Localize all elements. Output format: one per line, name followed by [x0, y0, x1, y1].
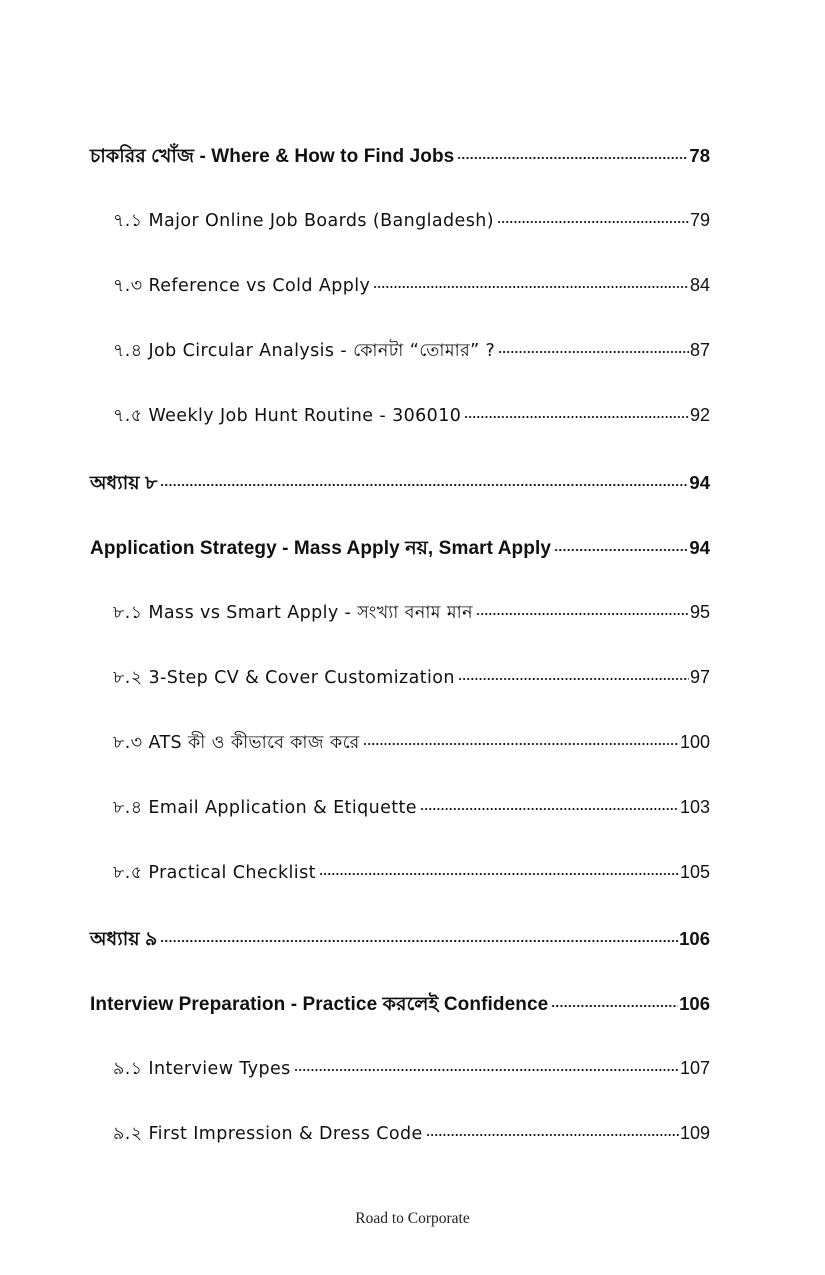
dot-leader: [418, 794, 679, 813]
dot-leader: [462, 402, 689, 421]
toc-entry-page: 105: [679, 861, 710, 882]
toc-entry-chapter[interactable]: [90, 142, 710, 172]
toc-entry-page: 100: [679, 731, 710, 752]
toc-entry-section[interactable]: [113, 664, 710, 694]
dot-leader: [158, 470, 688, 489]
toc-entry-page: 95: [689, 601, 710, 622]
toc-entry-page: 97: [689, 666, 710, 687]
toc-entry-page: 84: [689, 274, 710, 295]
toc-entry-title: ৯.২ First Impression & Dress Code: [113, 1123, 423, 1144]
dot-leader: [317, 859, 679, 878]
toc-entry-section[interactable]: [113, 1120, 710, 1150]
page-footer: Road to Corporate: [355, 1210, 470, 1227]
toc-entry-section[interactable]: [113, 859, 710, 889]
toc-entry-title: Interview Preparation - Practice করলেই Confidence: [90, 994, 549, 1015]
toc-entry-page: 79: [689, 209, 710, 230]
dot-leader: [474, 599, 689, 618]
toc-entry-section[interactable]: [113, 599, 710, 629]
dot-leader: [552, 535, 688, 554]
toc-entry-page: 107: [679, 1057, 710, 1078]
toc-entry-title: চাকরির খোঁজ - Where & How to Find Jobs: [90, 146, 455, 167]
toc-entry-title: ৭.১ Major Online Job Boards (Bangladesh): [113, 210, 494, 231]
toc-entry-title: ৯.১ Interview Types: [113, 1058, 291, 1079]
toc-entry-title: ৮.১ Mass vs Smart Apply - সংখ্যা বনাম মান: [113, 602, 473, 623]
toc-entry-page: 103: [679, 796, 710, 817]
toc-entry-chapter[interactable]: [90, 469, 710, 499]
toc-entry-title: অধ্যায় ৮: [90, 473, 158, 494]
dot-leader: [158, 926, 678, 945]
toc-entry-section[interactable]: [113, 402, 710, 432]
toc-entry-title: Application Strategy - Mass Apply নয়, Smart Apply: [90, 538, 551, 559]
dot-leader: [456, 664, 689, 683]
toc-entry-page: 106: [679, 928, 710, 949]
toc-entry-title: ৮.৪ Email Application & Etiquette: [113, 797, 417, 818]
dot-leader: [455, 143, 688, 162]
toc-entry-page: 109: [679, 1122, 710, 1143]
toc-entry-section[interactable]: [113, 272, 710, 302]
toc-entry-page: 94: [689, 472, 710, 493]
toc-entry-section[interactable]: [113, 794, 710, 824]
toc-entry-section[interactable]: [113, 337, 710, 367]
toc-entry-title: ৭.৫ Weekly Job Hunt Routine - 306010: [113, 405, 462, 426]
toc-entry-page: 94: [689, 537, 710, 558]
toc-entry-page: 78: [689, 145, 710, 166]
toc-entry-chapter[interactable]: [90, 990, 710, 1020]
dot-leader: [424, 1120, 679, 1139]
dot-leader: [549, 991, 678, 1010]
toc-entry-chapter[interactable]: [90, 534, 710, 564]
toc-entry-section[interactable]: [113, 1055, 710, 1085]
dot-leader: [361, 729, 679, 748]
toc-entry-title: ৮.৩ ATS কী ও কীভাবে কাজ করে: [113, 732, 360, 753]
toc-entry-title: ৭.৪ Job Circular Analysis - কোনটা “তোমার” ?: [113, 340, 496, 361]
dot-leader: [495, 207, 689, 226]
toc-entry-title: অধ্যায় ৯: [90, 929, 158, 950]
toc-entry-title: ৭.৩ Reference vs Cold Apply: [113, 275, 371, 296]
toc-entry-page: 106: [679, 993, 710, 1014]
dot-leader: [292, 1055, 679, 1074]
toc-entry-page: 92: [689, 404, 710, 425]
toc-entry-title: ৮.২ 3-Step CV & Cover Customization: [113, 667, 455, 688]
toc-entry-chapter[interactable]: [90, 925, 710, 955]
dot-leader: [371, 272, 689, 291]
toc-entry-page: 87: [689, 339, 710, 360]
toc-entry-section[interactable]: [113, 207, 710, 237]
dot-leader: [496, 337, 689, 356]
toc-entry-title: ৮.৫ Practical Checklist: [113, 862, 316, 883]
toc-entry-section[interactable]: [113, 729, 710, 759]
